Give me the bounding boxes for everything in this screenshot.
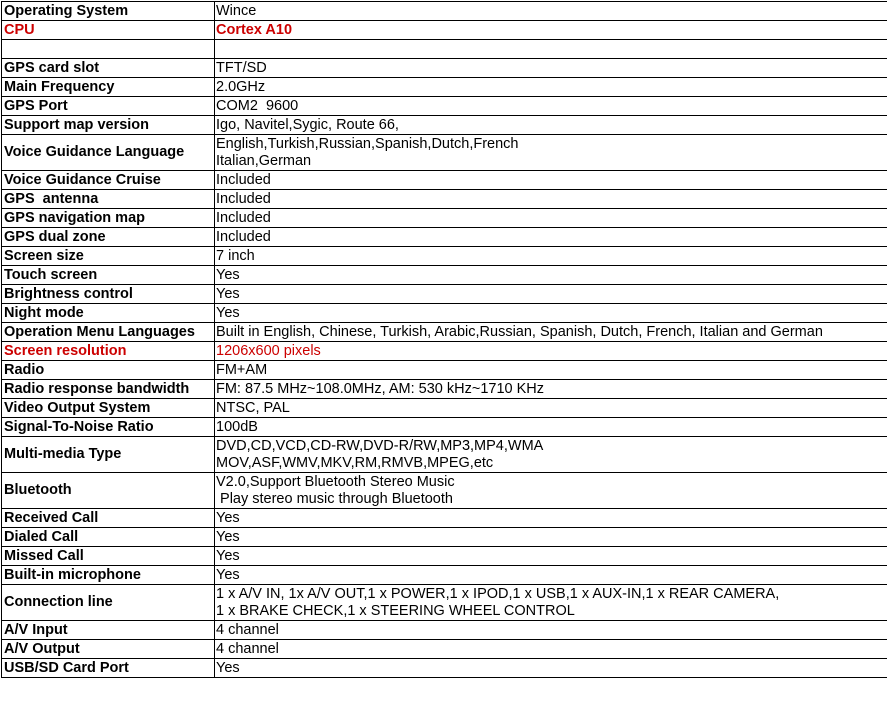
spec-label: Screen resolution [2, 342, 215, 361]
spec-table [1, 1, 887, 678]
spec-label: Screen size [2, 247, 215, 266]
spec-value-line: COM2 9600 [216, 97, 299, 114]
spec-value-line: Yes [216, 566, 240, 583]
spec-row-touch-screen [2, 266, 887, 285]
spec-value [215, 116, 887, 135]
spec-label: GPS navigation map [2, 209, 215, 228]
spec-row-radio-response-bandwidth [2, 380, 887, 399]
spec-value [215, 78, 887, 97]
spec-row-signal-to-noise-ratio [2, 418, 887, 437]
spec-value [215, 190, 887, 209]
spec-label: Missed Call [2, 547, 215, 566]
spec-row-gps-dual-zone [2, 228, 887, 247]
spec-value [215, 40, 887, 59]
spec-row-av-input [2, 621, 887, 640]
spec-value [215, 399, 887, 418]
spec-label: A/V Output [2, 640, 215, 659]
spec-label: Main Frequency [2, 78, 215, 97]
spec-value-line: 2.0GHz [216, 78, 266, 95]
spec-value-line: Cortex A10 [216, 21, 293, 38]
spec-value [215, 135, 887, 171]
spec-row-brightness-control [2, 285, 887, 304]
spec-value [215, 171, 887, 190]
spec-value [215, 59, 887, 78]
spec-value-line: Included [216, 209, 271, 226]
spec-row-gps-navigation-map [2, 209, 887, 228]
spec-label: Bluetooth [2, 473, 215, 509]
spec-value [215, 21, 887, 40]
spec-row-radio [2, 361, 887, 380]
spec-label: Connection line [2, 585, 215, 621]
spec-value-line: Yes [216, 304, 240, 321]
spec-label: Video Output System [2, 399, 215, 418]
spec-value [215, 437, 887, 473]
spec-value-line: 4 channel [216, 621, 279, 638]
spec-value [215, 285, 887, 304]
spec-value-line: Igo, Navitel,Sygic, Route 66, [216, 116, 399, 133]
spec-row-screen-size [2, 247, 887, 266]
spec-label: GPS card slot [2, 59, 215, 78]
spec-label: USB/SD Card Port [2, 659, 215, 678]
spec-value [215, 323, 887, 342]
spec-value-line: Play stereo music through Bluetooth [216, 490, 453, 507]
spec-row-dialed-call [2, 528, 887, 547]
spec-value [215, 418, 887, 437]
spec-value-line: 1 x A/V IN, 1x A/V OUT,1 x POWER,1 x IPOD,1 x USB,1 x AUX-IN,1 x REAR CAMERA, [216, 585, 780, 602]
spec-row-night-mode [2, 304, 887, 323]
spec-value [215, 2, 887, 21]
spec-label [2, 40, 215, 59]
spec-row-bluetooth [2, 473, 887, 509]
spec-label: Operating System [2, 2, 215, 21]
spec-label: Multi-media Type [2, 437, 215, 473]
spec-value-line: Yes [216, 528, 240, 545]
spec-value-line: NTSC, PAL [216, 399, 290, 416]
spec-value [215, 361, 887, 380]
spec-label: Signal-To-Noise Ratio [2, 418, 215, 437]
spec-row-usb-sd-card-port [2, 659, 887, 678]
spec-label: Night mode [2, 304, 215, 323]
spec-value-line: Yes [216, 266, 240, 283]
spec-row-video-output-system [2, 399, 887, 418]
spec-row-main-frequency [2, 78, 887, 97]
spec-row-operating-system [2, 2, 887, 21]
spec-row-voice-guidance-language [2, 135, 887, 171]
spec-value [215, 266, 887, 285]
spec-value-line: English,Turkish,Russian,Spanish,Dutch,French [216, 135, 519, 152]
spec-label: Voice Guidance Cruise [2, 171, 215, 190]
spec-value [215, 380, 887, 399]
spec-value [215, 209, 887, 228]
spec-row-cpu [2, 21, 887, 40]
spec-value-line: DVD,CD,VCD,CD-RW,DVD-R/RW,MP3,MP4,WMA [216, 437, 544, 454]
spec-row-received-call [2, 509, 887, 528]
spec-value [215, 247, 887, 266]
spec-value-line: Italian,German [216, 152, 312, 169]
spec-row-gps-port [2, 97, 887, 116]
spec-row-voice-guidance-cruise [2, 171, 887, 190]
spec-value [215, 640, 887, 659]
spec-value-line: 100dB [216, 418, 258, 435]
spec-value-line: Included [216, 228, 271, 245]
spec-label: Radio [2, 361, 215, 380]
spec-value-line: TFT/SD [216, 59, 267, 76]
spec-label: GPS antenna [2, 190, 215, 209]
spec-label: Received Call [2, 509, 215, 528]
spec-value-line: Wince [216, 2, 257, 19]
spec-row-multi-media-type [2, 437, 887, 473]
spec-value [215, 566, 887, 585]
spec-row-connection-line [2, 585, 887, 621]
spec-value-line: Included [216, 190, 271, 207]
spec-value-line: 7 inch [216, 247, 255, 264]
spec-value-line: Yes [216, 509, 240, 526]
spec-value [215, 585, 887, 621]
spec-value-line: Yes [216, 547, 240, 564]
spec-value-line: FM: 87.5 MHz~108.0MHz, AM: 530 kHz~1710 KHz [216, 380, 544, 397]
spec-label: Dialed Call [2, 528, 215, 547]
spec-label: GPS dual zone [2, 228, 215, 247]
spec-label: Support map version [2, 116, 215, 135]
spec-value-line: MOV,ASF,WMV,MKV,RM,RMVB,MPEG,etc [216, 454, 494, 471]
spec-table-body [2, 2, 887, 678]
spec-label: Voice Guidance Language [2, 135, 215, 171]
spec-value-line: Yes [216, 659, 240, 676]
spec-value [215, 304, 887, 323]
spec-label: Built-in microphone [2, 566, 215, 585]
spec-value [215, 659, 887, 678]
spec-label: Operation Menu Languages [2, 323, 215, 342]
spec-value-line: Yes [216, 285, 240, 302]
spec-label: CPU [2, 21, 215, 40]
spec-row-gps-card-slot [2, 59, 887, 78]
spec-value [215, 509, 887, 528]
spec-value [215, 228, 887, 247]
spec-value-line: 4 channel [216, 640, 279, 657]
spec-value-line: 1 x BRAKE CHECK,1 x STEERING WHEEL CONTROL [216, 602, 575, 619]
spec-value [215, 547, 887, 566]
spec-row-screen-resolution [2, 342, 887, 361]
spec-value [215, 621, 887, 640]
spec-row-missed-call [2, 547, 887, 566]
spec-row-empty [2, 40, 887, 59]
spec-value-line: FM+AM [216, 361, 268, 378]
spec-value [215, 473, 887, 509]
spec-value-line: 1206x600 pixels [216, 342, 321, 359]
spec-label: Radio response bandwidth [2, 380, 215, 399]
spec-value [215, 528, 887, 547]
spec-label: Touch screen [2, 266, 215, 285]
spec-value-line: V2.0,Support Bluetooth Stereo Music [216, 473, 455, 490]
spec-label: GPS Port [2, 97, 215, 116]
spec-row-av-output [2, 640, 887, 659]
spec-value-line: Included [216, 171, 271, 188]
spec-label: Brightness control [2, 285, 215, 304]
spec-row-support-map-version [2, 116, 887, 135]
spec-row-gps-antenna [2, 190, 887, 209]
spec-value-line: Built in English, Chinese, Turkish, Arabic,Russian, Spanish, Dutch, French, Italian and German [216, 323, 823, 340]
spec-row-operation-menu-languages [2, 323, 887, 342]
spec-value [215, 97, 887, 116]
spec-row-built-in-microphone [2, 566, 887, 585]
spec-value [215, 342, 887, 361]
spec-label: A/V Input [2, 621, 215, 640]
